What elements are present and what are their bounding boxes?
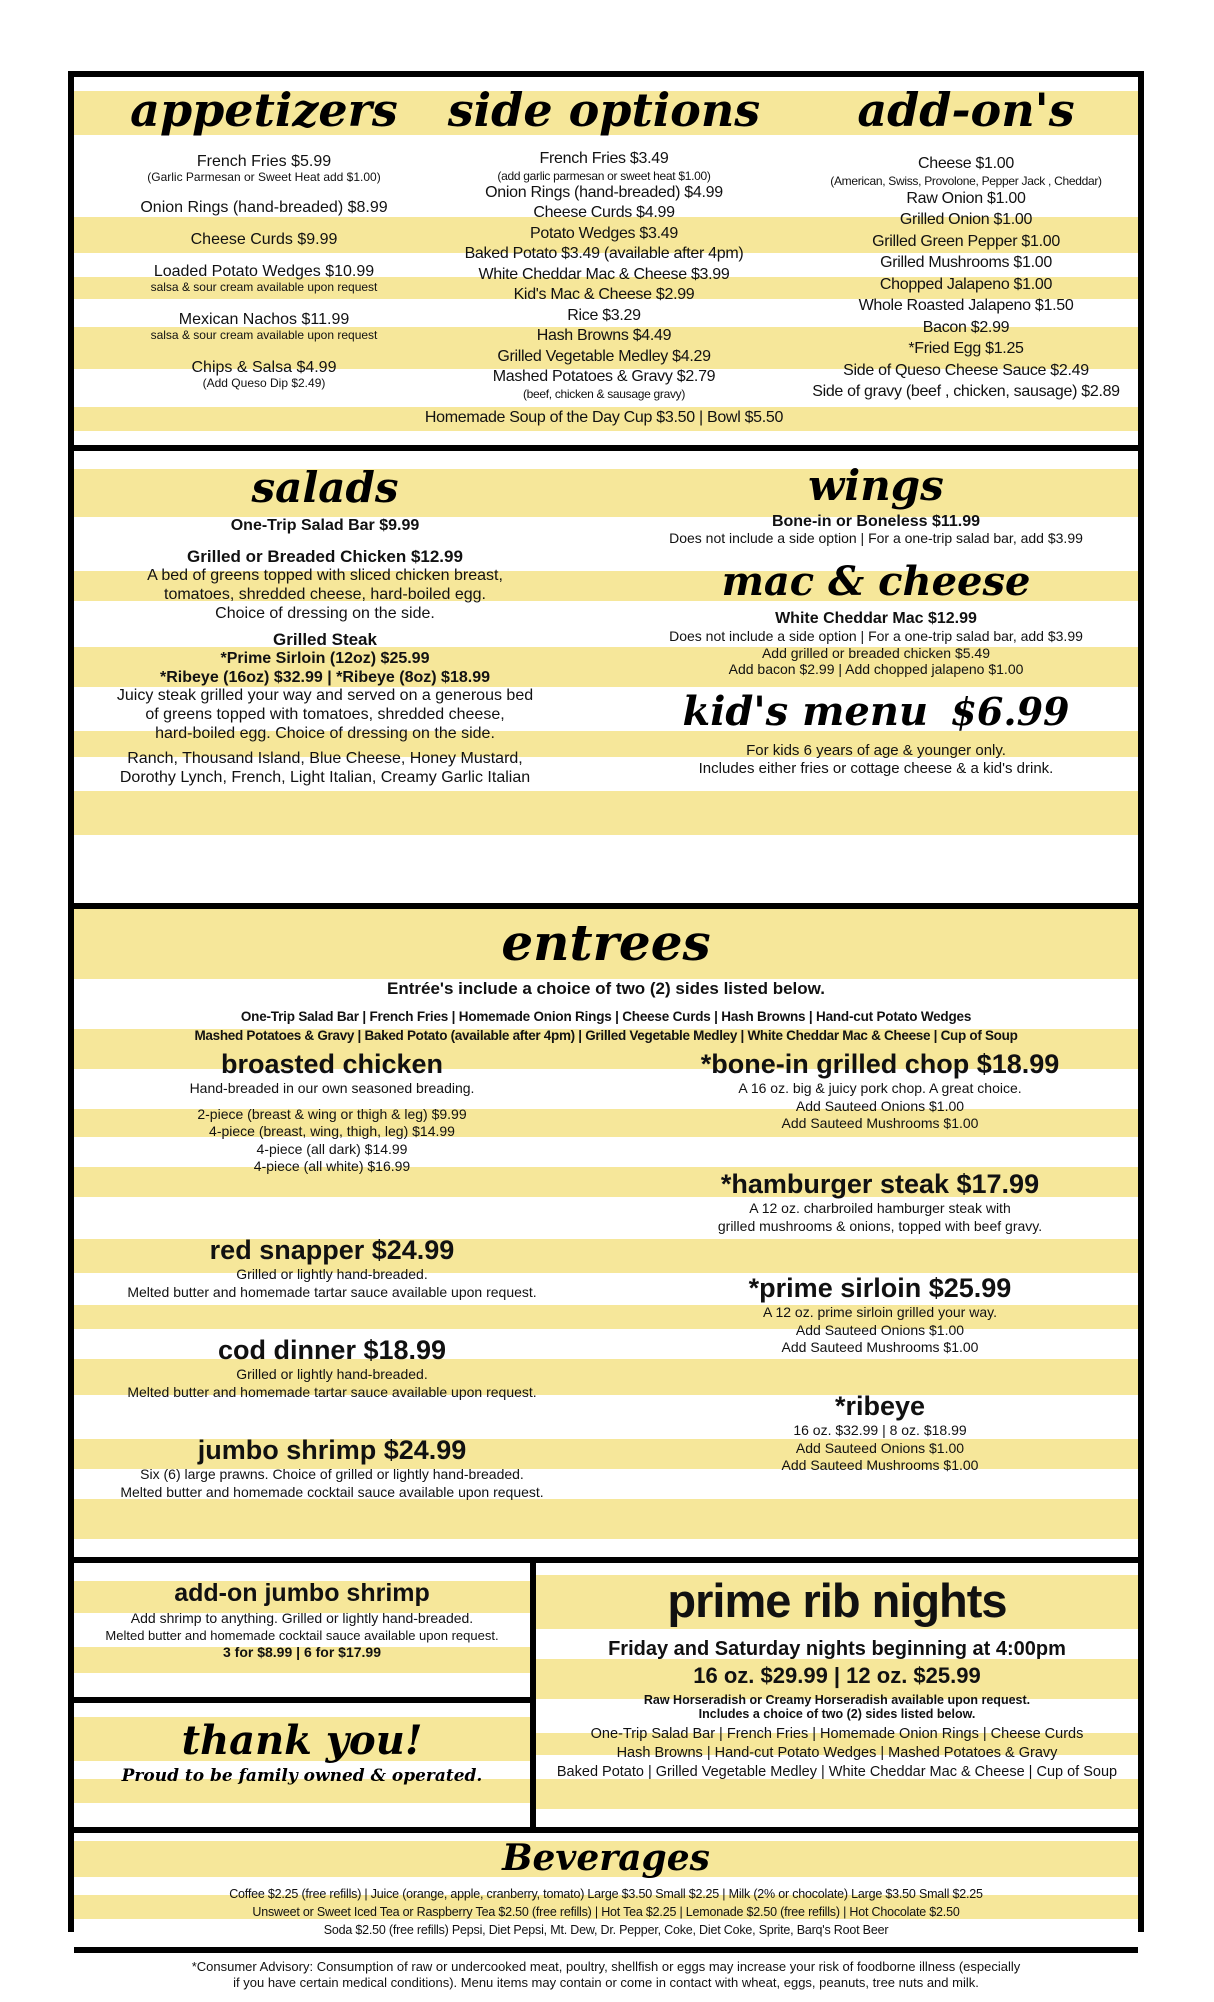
addon-item: Cheese $1.00 xyxy=(917,155,1015,172)
salad-desc-line: hard-boiled egg. Choice of dressing on the side. xyxy=(155,725,495,743)
entrees-sides-line: One-Trip Salad Bar | French Fries | Homemade Onion Rings | Cheese Curds | Hash Browns | Hand-cut Potato Wedges xyxy=(240,1009,972,1024)
appetizer-item: Cheese Curds $9.99 xyxy=(190,231,338,248)
entree-item: red snapper $24.99 Grilled or lightly hand-breaded. Melted butter and homemade tartar sauce available upon request. xyxy=(74,1235,590,1335)
addon-item: Grilled Green Pepper $1.00 xyxy=(872,232,1060,250)
beverage-line: Coffee $2.25 (free refills) | Juice (orange, apple, cranberry, tomato) Large $3.50 Small $2.25 | Milk (2% or chocolate) Large $3.50 Small $2.25 xyxy=(229,1887,983,1901)
beverage-line: Soda $2.50 (free refills) Pepsi, Diet Pepsi, Mt. Dew, Dr. Pepper, Coke, Diet Coke, Sprite, Barq's Root Beer xyxy=(323,1923,889,1938)
mac-line: Does not include a side option | For a one-trip salad bar, add $3.99 xyxy=(669,628,1083,645)
addon-item: Whole Roasted Jalapeno $1.50 xyxy=(858,297,1074,315)
advisory-line: if you have certain medical conditions). Menu items may contain or come in contact with wheat, eggs, peanuts, tree nuts and milk. xyxy=(233,1975,979,1991)
entree-title: jumbo shrimp $24.99 xyxy=(197,1435,467,1465)
salad-desc-line: Choice of dressing on the side. xyxy=(215,604,435,622)
appetizer-item: French Fries $5.99 (Garlic Parmesan or Sweet Heat add $1.00) xyxy=(147,153,381,184)
beverages-section xyxy=(74,1833,1138,1947)
entree-title: *hamburger steak $17.99 xyxy=(720,1169,1040,1199)
entree-title: cod dinner $18.99 xyxy=(217,1335,447,1365)
entrees-left-column xyxy=(74,1049,590,1535)
dressing-line: Dorothy Lynch, French, Light Italian, Creamy Garlic Italian xyxy=(119,768,531,786)
prime-rib-note: Raw Horseradish or Creamy Horseradish available upon request. xyxy=(643,1693,1031,1707)
mac-title: mac & cheese xyxy=(721,558,1031,606)
beverages-title: Beverages xyxy=(502,1837,710,1879)
appetizers-column xyxy=(74,77,454,399)
addon-shrimp-section xyxy=(74,1563,530,1697)
addons-title: add-on's xyxy=(857,83,1075,137)
addons-column xyxy=(794,77,1138,403)
steak-price-line: *Ribeye (16oz) $32.99 | *Ribeye (8oz) $18.99 xyxy=(160,668,490,686)
wings-price: Bone-in or Boneless $11.99 xyxy=(771,513,981,530)
addon-shrimp-line: Add shrimp to anything. Grilled or lightly hand-breaded. xyxy=(130,1610,474,1626)
wings-title: wings xyxy=(808,461,944,510)
menu-frame xyxy=(68,71,1144,1991)
prime-rib-title: prime rib nights xyxy=(667,1574,1007,1627)
side-item: White Cheddar Mac & Cheese $3.99 xyxy=(478,265,730,283)
soup-line: Homemade Soup of the Day Cup $3.50 | Bowl $5.50 xyxy=(424,409,784,426)
advisory-line: *Consumer Advisory: Consumption of raw or undercooked meat, poultry, shellfish or eggs may increase your risk of foodborne illness (especially xyxy=(191,1959,1021,1974)
side-options-title: side options xyxy=(447,83,761,137)
prime-rib-note: Includes a choice of two (2) sides listed below. xyxy=(698,1707,976,1721)
kids-title: kid's menu xyxy=(682,687,929,735)
salad-bar-price: One-Trip Salad Bar $9.99 xyxy=(230,517,420,534)
side-item: French Fries $3.49 xyxy=(539,150,669,167)
entrees-intro: Entrée's include a choice of two (2) sides listed below. xyxy=(387,979,825,998)
salads-wings-section xyxy=(74,451,1138,903)
prime-rib-sides-line: Hash Browns | Hand-cut Potato Wedges | Mashed Potatoes & Gravy xyxy=(616,1744,1058,1761)
steak-price-line: *Prime Sirloin (12oz) $25.99 xyxy=(220,649,430,667)
wings-note: Does not include a side option | For a one-trip salad bar, add $3.99 xyxy=(669,530,1083,546)
addon-item: Side of gravy (beef , chicken, sausage) $2.89 xyxy=(812,383,1120,401)
mac-line: Add grilled or breaded chicken $5.49 xyxy=(761,644,991,661)
kids-header xyxy=(614,688,1138,742)
side-item: Grilled Vegetable Medley $4.29 xyxy=(497,347,711,365)
entree-item: broasted chicken Hand-breaded in our own seasoned breading. 2-piece (breast & wing or thigh & leg) $9.99 4-piece (breast, wing, thigh, leg) $14.99 4-piece (all dark) $14.99 4-piece (all white) $16.99 xyxy=(74,1049,590,1235)
dressing-line: Ranch, Thousand Island, Blue Cheese, Honey Mustard, xyxy=(127,750,523,767)
steak-salad-title: Grilled Steak xyxy=(273,629,377,649)
prime-rib-section xyxy=(536,1563,1138,1827)
side-item: Hash Browns $4.49 xyxy=(536,327,672,345)
side-item: Mashed Potatoes & Gravy $2.79 xyxy=(492,368,716,386)
entree-item: *ribeye 16 oz. $32.99 | 8 oz. $18.99 Add Sauteed Onions $1.00 Add Sauteed Mushrooms $1.00 xyxy=(622,1391,1138,1501)
prime-rib-sides-line: One-Trip Salad Bar | French Fries | Homemade Onion Rings | Cheese Curds xyxy=(590,1726,1084,1742)
prime-rib-sides-line: Baked Potato | Grilled Vegetable Medley | White Cheddar Mac & Cheese | Cup of Soup xyxy=(556,1763,1118,1780)
top-section xyxy=(74,77,1138,445)
entree-item: *hamburger steak $17.99 A 12 oz. charbroiled hamburger steak with grilled mushrooms & onions, topped with beef gravy. xyxy=(622,1169,1138,1273)
side-item: Rice $3.29 xyxy=(567,306,641,324)
addon-note: (American, Swiss, Provolone, Pepper Jack , Cheddar) xyxy=(830,173,1102,188)
salads-column xyxy=(74,451,576,788)
side-options-column xyxy=(414,77,794,401)
side-item: Cheese Curds $4.99 xyxy=(533,204,675,222)
kids-line: Includes either fries or cottage cheese & a kid's drink. xyxy=(698,759,1054,777)
mac-line: Add bacon $2.99 | Add chopped jalapeno $1.00 xyxy=(728,661,1024,678)
mac-price: White Cheddar Mac $12.99 xyxy=(775,610,977,628)
addon-item: Side of Queso Cheese Sauce $2.49 xyxy=(843,361,1089,379)
addon-shrimp-line: Melted butter and homemade cocktail sauce available upon request. xyxy=(105,1627,499,1643)
prime-rib-prices: 16 oz. $29.99 | 12 oz. $25.99 xyxy=(693,1663,981,1688)
kids-line: For kids 6 years of age & younger only. xyxy=(746,741,1006,759)
thank-you-title: thank you! xyxy=(181,1717,423,1764)
entree-title: *prime sirloin $25.99 xyxy=(748,1273,1012,1303)
side-note: (beef, chicken & sausage gravy) xyxy=(522,386,686,401)
appetizers-title: appetizers xyxy=(130,83,398,137)
consumer-advisory xyxy=(74,1953,1138,2002)
entree-title: *ribeye xyxy=(834,1391,926,1421)
side-note: (add garlic parmesan or sweet heat $1.00) xyxy=(497,168,711,183)
entrees-section xyxy=(74,909,1138,1557)
side-item: Onion Rings (hand-breaded) $4.99 xyxy=(485,183,723,201)
beverage-line: Unsweet or Sweet Iced Tea or Raspberry Tea $2.50 (free refills) | Hot Tea $2.25 | Lemonade $2.50 (free refills) | Hot Chocolate $2.50 xyxy=(252,1905,960,1920)
addon-item: Chopped Jalapeno $1.00 xyxy=(879,275,1053,293)
side-item: Kid's Mac & Cheese $2.99 xyxy=(513,286,695,304)
addon-item: Bacon $2.99 xyxy=(922,318,1010,336)
addon-item: Grilled Onion $1.00 xyxy=(899,211,1033,229)
appetizer-item: Onion Rings (hand-breaded) $8.99 xyxy=(140,199,388,216)
salad-desc-line: Juicy steak grilled your way and served on a generous bed xyxy=(116,687,534,705)
entrees-right-column xyxy=(622,1049,1138,1501)
chicken-salad-title: Grilled or Breaded Chicken $12.99 xyxy=(187,547,463,566)
entree-title: red snapper $24.99 xyxy=(209,1235,455,1265)
addon-item: *Fried Egg $1.25 xyxy=(908,340,1024,358)
entrees-title: entrees xyxy=(501,913,711,972)
salads-title: salads xyxy=(251,463,399,512)
appetizer-item: Loaded Potato Wedges $10.99 salsa & sour cream available upon request xyxy=(150,263,378,294)
entree-item: *bone-in grilled chop $18.99 A 16 oz. big & juicy pork chop. A great choice. Add Sauteed Onions $1.00 Add Sauteed Mushrooms $1.00 xyxy=(622,1049,1138,1169)
addon-item: Grilled Mushrooms $1.00 xyxy=(880,254,1052,272)
prime-rib-when: Friday and Saturday nights beginning at 4:00pm xyxy=(608,1638,1066,1660)
entree-title: *bone-in grilled chop $18.99 xyxy=(700,1049,1060,1079)
entree-item: cod dinner $18.99 Grilled or lightly hand-breaded. Melted butter and homemade tartar sauce available upon request. xyxy=(74,1335,590,1435)
salad-desc-line: of greens topped with tomatoes, shredded cheese, xyxy=(145,706,505,724)
appetizer-item: Mexican Nachos $11.99 salsa & sour cream available upon request xyxy=(150,311,378,342)
entrees-sides-line: Mashed Potatoes & Gravy | Baked Potato (available after 4pm) | Grilled Vegetable Medley | White Cheddar Mac & Cheese | Cup of Soup xyxy=(194,1028,1018,1043)
entree-title: broasted chicken xyxy=(220,1049,444,1079)
kids-price: $6.99 xyxy=(950,688,1070,734)
wings-column xyxy=(614,451,1138,778)
entree-item: *prime sirloin $25.99 A 12 oz. prime sirloin grilled your way. Add Sauteed Onions $1.00 Add Sauteed Mushrooms $1.00 xyxy=(622,1273,1138,1391)
addon-shrimp-price: 3 for $8.99 | 6 for $17.99 xyxy=(222,1643,381,1660)
thank-you-subtitle: Proud to be family owned & operated. xyxy=(121,1766,483,1786)
side-item: Potato Wedges $3.49 xyxy=(530,224,678,242)
side-item: Baked Potato $3.49 (available after 4pm) xyxy=(464,245,744,263)
appetizer-item: Chips & Salsa $4.99 (Add Queso Dip $2.49) xyxy=(191,359,337,390)
salad-desc-line: A bed of greens topped with sliced chicken breast, xyxy=(147,567,503,584)
addon-shrimp-title: add-on jumbo shrimp xyxy=(174,1579,430,1607)
salad-desc-line: tomatoes, shredded cheese, hard-boiled egg. xyxy=(164,585,486,603)
entree-item: jumbo shrimp $24.99 Six (6) large prawns. Choice of grilled or lightly hand-breaded. Melted butter and homemade cocktail sauce available upon request. xyxy=(74,1435,590,1535)
thank-you-section xyxy=(74,1703,530,1827)
addon-item: Raw Onion $1.00 xyxy=(906,189,1026,207)
